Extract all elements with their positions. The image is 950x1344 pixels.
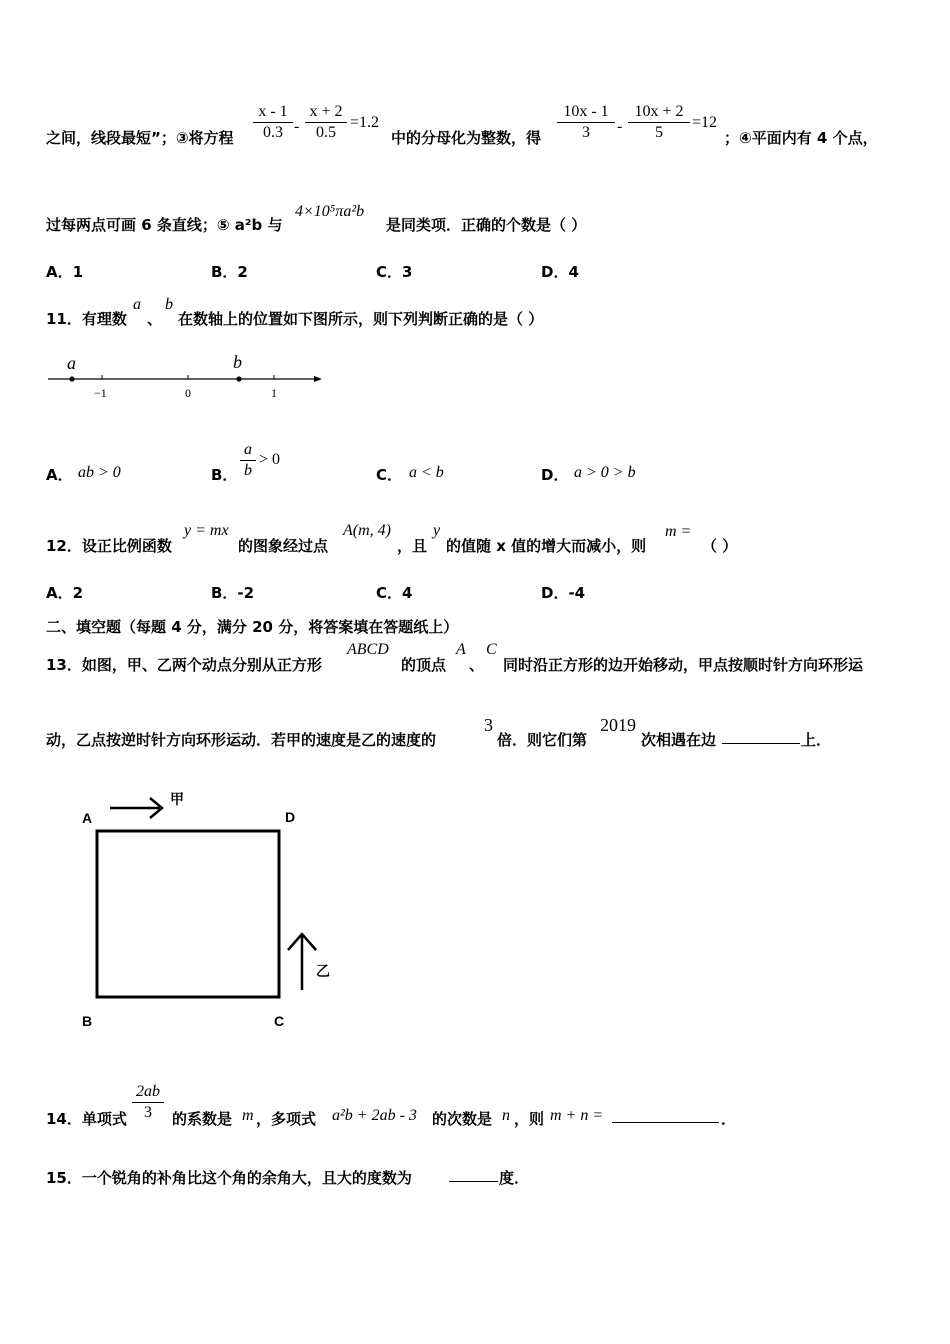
point-a-dot bbox=[69, 376, 74, 381]
q14-text-2: 的系数是 bbox=[172, 1110, 233, 1128]
q14-answer-blank[interactable] bbox=[612, 1108, 719, 1123]
q13-text-7: 上． bbox=[801, 731, 832, 749]
q10-fraction-1: $\frac{x - 1}{0.3}$ bbox=[253, 102, 293, 143]
q15-answer-blank[interactable] bbox=[449, 1167, 498, 1182]
q10-option-a[interactable]: A．1 bbox=[46, 263, 84, 281]
q10-fraction-2: $\frac{x + 2}{0.5}$ bbox=[305, 102, 347, 143]
q10-minus-2: - bbox=[617, 118, 623, 135]
q13-vertex-c: C bbox=[486, 641, 497, 658]
q13-text-5: 倍．则它们第 bbox=[497, 731, 588, 749]
q10-option-b[interactable]: B．2 bbox=[211, 263, 248, 281]
q10-option-c[interactable]: C．3 bbox=[376, 263, 413, 281]
q14-var-m: m bbox=[242, 1107, 254, 1124]
q13-square-name: ABCD bbox=[347, 641, 389, 658]
q13-answer-blank[interactable] bbox=[722, 729, 800, 744]
yi-arrow-up-icon bbox=[288, 934, 316, 990]
q13-text-2: 的顶点 bbox=[401, 656, 447, 674]
q11-option-a[interactable]: ab > 0 bbox=[78, 464, 121, 481]
q10-fraction-4: $\frac{10x + 2}{5}$ bbox=[628, 102, 690, 143]
q12-option-d[interactable]: D．-4 bbox=[541, 584, 586, 602]
q11-number-line bbox=[40, 348, 330, 404]
q13-text-4: 动，乙点按逆时针方向环形运动．若甲的速度是乙的速度的 bbox=[46, 731, 437, 749]
q15-text-2: 度． bbox=[499, 1169, 530, 1187]
tick-label-minus-one: −1 bbox=[94, 386, 107, 400]
q15-text-1: 15．一个锐角的补角比这个角的余角大，且大的度数为 bbox=[46, 1169, 412, 1187]
vertex-label-a: A bbox=[82, 810, 93, 826]
point-b-label: b bbox=[233, 352, 242, 372]
q12-var-y: y bbox=[433, 522, 441, 539]
q14-text-1: 14．单项式 bbox=[46, 1110, 127, 1128]
square-abcd bbox=[97, 831, 279, 997]
q10-rhs-2: =12 bbox=[692, 114, 718, 131]
q13-square-figure bbox=[70, 780, 350, 1040]
q12-var-m: m = bbox=[665, 523, 692, 540]
q13-sep: 、 bbox=[469, 656, 485, 674]
q11-option-d-label[interactable]: D． bbox=[541, 466, 569, 484]
yi-label: 乙 bbox=[316, 964, 330, 980]
jia-label: 甲 bbox=[170, 792, 184, 808]
q12-text-3: ，且 bbox=[397, 537, 428, 555]
point-b-dot bbox=[236, 376, 241, 381]
q12-text-5: （ ） bbox=[702, 537, 738, 555]
vertex-label-c: C bbox=[274, 1013, 285, 1029]
q12-text-4: 的值随 x 值的增大而减小，则 bbox=[446, 537, 647, 555]
vertex-label-d: D bbox=[285, 809, 296, 825]
q14-text-4: 的次数是 bbox=[432, 1110, 493, 1128]
q12-option-c[interactable]: C．4 bbox=[376, 584, 413, 602]
q13-text-6: 次相遇在边 bbox=[641, 731, 717, 749]
q11-var-b: b bbox=[165, 296, 173, 313]
q11-var-a: a bbox=[133, 296, 141, 313]
q12-option-b[interactable]: B．-2 bbox=[211, 584, 255, 602]
q13-vertex-a: A bbox=[456, 641, 466, 658]
q14-polynomial: a²b + 2ab - 3 bbox=[332, 1107, 417, 1124]
q11-text-2: 在数轴上的位置如下图所示，则下列判断正确的是（ ） bbox=[178, 310, 544, 328]
q11-option-b-label[interactable]: B． bbox=[211, 466, 238, 484]
q13-text-3: 同时沿正方形的边开始移动，甲点按顺时针方向环形运 bbox=[503, 656, 864, 674]
q10-text-5: 是同类项．正确的个数是（ ） bbox=[386, 216, 587, 234]
q10-option-d[interactable]: D．4 bbox=[541, 263, 579, 281]
tick-label-one: 1 bbox=[271, 386, 277, 400]
q14-expression: m + n = bbox=[550, 1107, 604, 1124]
q10-rhs-1: =1.2 bbox=[350, 114, 380, 131]
q11-option-c-label[interactable]: C． bbox=[376, 466, 403, 484]
jia-arrow-right-icon bbox=[110, 798, 162, 818]
q13-text-1: 13．如图，甲、乙两个动点分别从正方形 bbox=[46, 656, 322, 674]
vertex-label-b: B bbox=[82, 1013, 93, 1029]
q11-option-a-label[interactable]: A． bbox=[46, 466, 73, 484]
q10-text-1: 之间，线段最短”；③将方程 bbox=[46, 129, 234, 147]
q10-minus-1: - bbox=[294, 118, 300, 135]
q14-monomial: $\frac{2ab}{3}$ bbox=[132, 1082, 164, 1123]
section-2-title: 二、填空题（每题 4 分，满分 20 分，将答案填在答题纸上） bbox=[46, 618, 459, 636]
q10-expression: 4×10⁵πa²b bbox=[295, 203, 365, 220]
q11-option-b-fraction[interactable]: $\frac{a}{b}$ bbox=[240, 440, 256, 481]
q11-option-c[interactable]: a < b bbox=[409, 464, 444, 481]
q10-text-4: 过每两点可画 6 条直线；⑤ a²b 与 bbox=[46, 216, 283, 234]
number-line-arrow-icon bbox=[314, 376, 322, 382]
q13-count: 2019 bbox=[600, 715, 636, 735]
q12-text-1: 12．设正比例函数 bbox=[46, 537, 172, 555]
q14-text-6: ． bbox=[721, 1110, 737, 1128]
tick-label-zero: 0 bbox=[185, 386, 191, 400]
q12-option-a[interactable]: A．2 bbox=[46, 584, 84, 602]
q10-text-3: ；④平面内有 4 个点， bbox=[724, 129, 878, 147]
q11-option-d[interactable]: a > 0 > b bbox=[574, 464, 636, 481]
q14-var-n: n bbox=[502, 1107, 510, 1124]
q11-option-b-rhs: > 0 bbox=[259, 451, 281, 468]
q13-ratio: 3 bbox=[484, 715, 493, 735]
point-a-label: a bbox=[67, 353, 76, 373]
q10-fraction-3: $\frac{10x - 1}{3}$ bbox=[557, 102, 615, 143]
q11-sep: 、 bbox=[147, 310, 163, 328]
q14-text-5: ，则 bbox=[514, 1110, 545, 1128]
q12-point: A(m, 4) bbox=[343, 522, 391, 539]
q14-text-3: ，多项式 bbox=[256, 1110, 317, 1128]
q12-function: y = mx bbox=[184, 522, 229, 539]
q11-text-1: 11．有理数 bbox=[46, 310, 127, 328]
q12-text-2: 的图象经过点 bbox=[238, 537, 329, 555]
q10-text-2: 中的分母化为整数，得 bbox=[391, 129, 542, 147]
